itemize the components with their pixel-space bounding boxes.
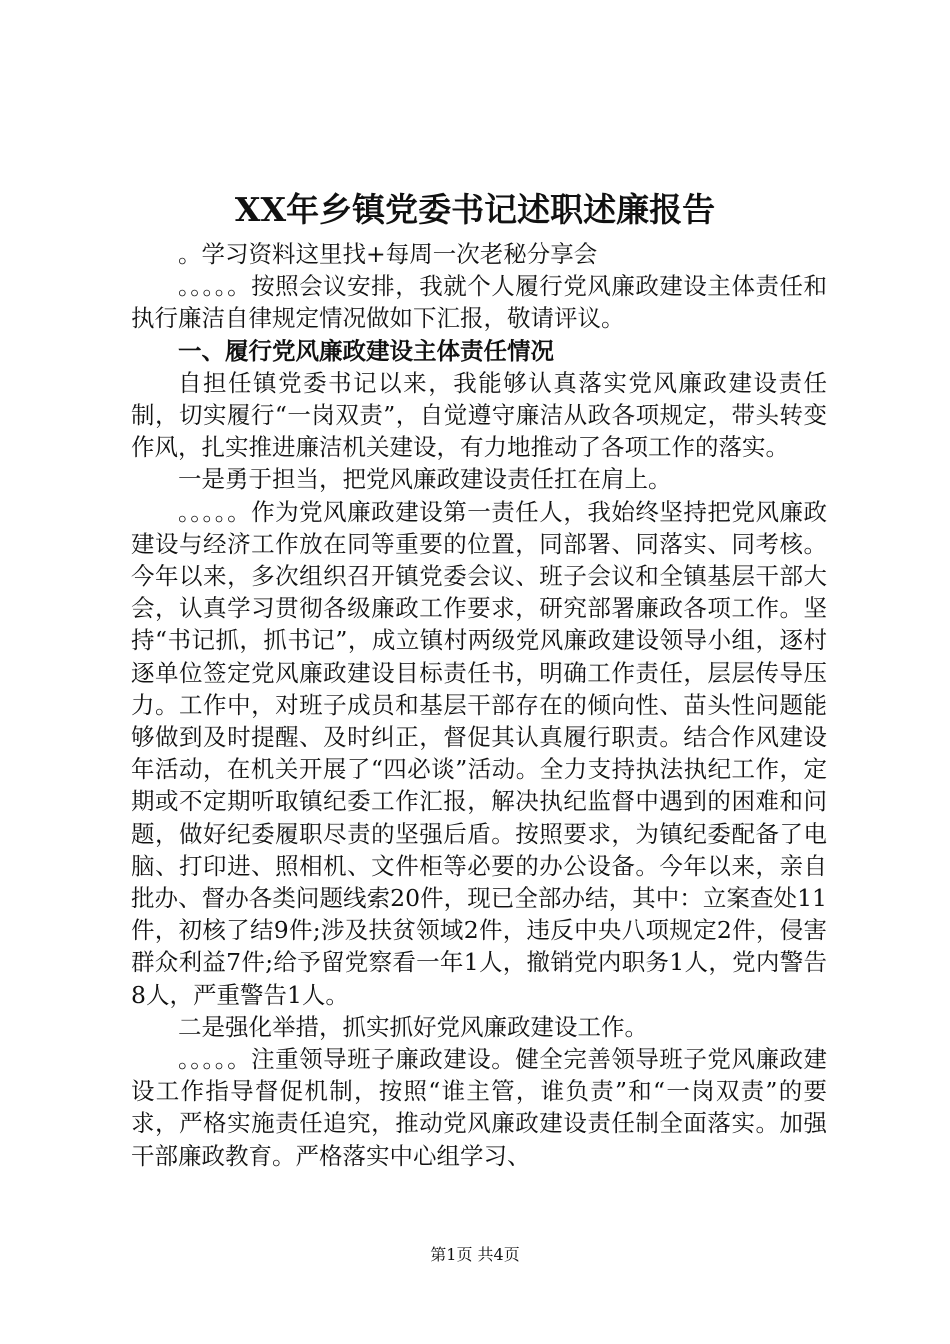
document-body bbox=[131, 238, 827, 1172]
body-paragraph: 。。。。。作为党风廉政建设第一责任人，我始终坚持把党风廉政建设与经济工作放在同等重要的位置，同部署、同落实、同考核。今年以来，多次组织召开镇党委会议、班子会议和全镇基层干部大会，认真学习贯彻各级廉政工作要求，研究部署廉政各项工作。坚持“书记抓，抓书记”，成立镇村两级党风廉政建设领导小组，逐村逐单位签定党风廉政建设目标责任书，明确工作责任，层层传导压力。工作中，对班子成员和基层干部存在的倾向性、苗头性问题能够做到及时提醒、及时纠正，督促其认真履行职责。结合作风建设年活动，在机关开展了“四必谈”活动。全力支持执法执纪工作，定期或不定期听取镇纪委工作汇报，解决执纪监督中遇到的困难和问题，做好纪委履职尽责的坚强后盾。按照要求，为镇纪委配备了电脑、打印进、照相机、文件柜等必要的办公设备。今年以来，亲自批办、督办各类问题线索20件，现已全部办结，其中：立案查处11件，初核了结9件;涉及扶贫领域2件，违反中央八项规定2件，侵害群众利益7件;给予留党察看一年1人，撤销党内职务1人，党内警告8人，严重警告1人。 bbox=[131, 497, 827, 1009]
document-title: XX年乡镇党委书记述职述廉报告 bbox=[234, 190, 716, 229]
page-footer: 第1页 共4页 bbox=[430, 1245, 520, 1264]
section-heading: 一、履行党风廉政建设主体责任情况 bbox=[178, 336, 554, 365]
body-paragraph: 。。。。。注重领导班子廉政建设。健全完善领导班子党风廉政建设工作指导督促机制，按照“谁主管，谁负责”和“一岗双责”的要求，严格实施责任追究，推动党风廉政建设责任制全面落实。加强干部廉政教育。严格落实中心组学习、 bbox=[131, 1045, 827, 1170]
body-paragraph: 。。。。。按照会议安排，我就个人履行党风廉政建设主体责任和执行廉洁自律规定情况做如下汇报，敬请评议。 bbox=[131, 272, 827, 333]
body-paragraph: 。学习资料这里找+每周一次老秘分享会 bbox=[178, 240, 598, 268]
body-paragraph: 自担任镇党委书记以来，我能够认真落实党风廉政建设责任制，切实履行“一岗双责”，自觉遵守廉洁从政各项规定，带头转变作风，扎实推进廉洁机关建设，有力地推动了各项工作的落实。 bbox=[131, 368, 827, 462]
sub-heading: 一是勇于担当，把党风廉政建设责任扛在肩上。 bbox=[178, 465, 672, 494]
sub-heading: 二是强化举措，抓实抓好党风廉政建设工作。 bbox=[178, 1012, 648, 1041]
